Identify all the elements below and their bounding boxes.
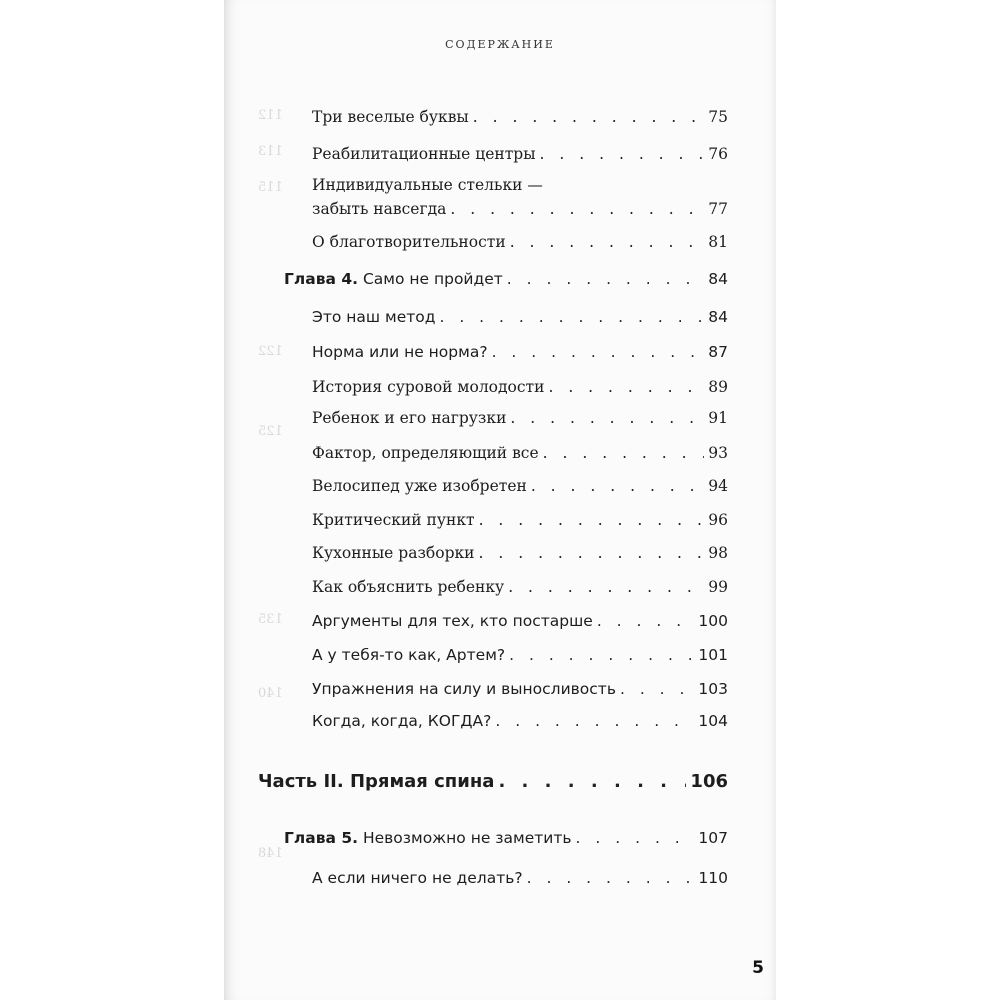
bleed-through-mark: 115 (258, 180, 283, 195)
toc-page: 94 (708, 477, 728, 495)
toc-title: Три веселые буквы (312, 108, 469, 126)
leader-dots (510, 407, 704, 429)
toc-page: 101 (698, 646, 728, 664)
toc-entry[interactable] (312, 475, 728, 497)
toc-entry[interactable] (312, 306, 728, 328)
toc-entry[interactable] (312, 644, 728, 666)
bleed-through-mark: 140 (258, 686, 283, 701)
leader-dots (510, 231, 705, 253)
toc-entry[interactable] (312, 542, 728, 564)
bleed-through-mark: 122 (258, 344, 283, 359)
toc-title: Аргументы для тех, кто постарше (312, 612, 593, 630)
toc-page: 77 (708, 200, 728, 218)
leader-dots (479, 509, 705, 531)
toc-title: Само не пройдет (358, 270, 503, 288)
toc-entry[interactable] (312, 143, 728, 165)
leader-dots (576, 827, 695, 849)
toc-page: 98 (708, 544, 728, 562)
toc-page: 93 (708, 444, 728, 462)
toc-page: 100 (698, 612, 728, 630)
toc-page: 91 (708, 409, 728, 427)
leader-dots (548, 376, 704, 398)
toc-title-line2: забыть навсегда (312, 200, 447, 218)
leader-dots (450, 198, 704, 220)
toc-title: Кухонные разборки (312, 544, 475, 562)
leader-dots (531, 475, 704, 497)
toc-entry[interactable] (312, 509, 728, 531)
chapter-prefix: Глава 4. (284, 270, 359, 288)
leader-dots (479, 542, 705, 564)
leader-dots (527, 867, 695, 889)
leader-dots (473, 106, 705, 128)
leader-dots (508, 576, 704, 598)
leader-dots (543, 442, 705, 464)
leader-dots (597, 610, 695, 632)
toc-entry[interactable] (312, 341, 728, 363)
toc-page: 76 (708, 145, 728, 163)
toc-title: А если ничего не делать? (312, 869, 523, 887)
bleed-through-mark: 113 (258, 144, 283, 159)
toc-page: 84 (708, 270, 728, 288)
toc-chapter-entry[interactable] (284, 827, 728, 849)
toc-entry[interactable] (312, 710, 728, 732)
toc-title: Реабилитационные центры (312, 145, 536, 163)
leader-dots (492, 341, 705, 363)
leader-dots (439, 306, 704, 328)
running-head: СОДЕРЖАНИЕ (445, 38, 555, 51)
toc-title: Невозможно не заметить (358, 829, 572, 847)
toc-entry[interactable] (312, 198, 728, 220)
toc-title: Когда, когда, КОГДА? (312, 712, 492, 730)
toc-title: Фактор, определяющий все (312, 444, 539, 462)
toc-title: А у тебя-то как, Артем? (312, 646, 506, 664)
toc-entry[interactable] (312, 576, 728, 598)
toc-page: 99 (708, 578, 728, 596)
leader-dots (540, 143, 705, 165)
toc-page: 107 (698, 829, 728, 847)
toc-page: 84 (708, 308, 728, 326)
toc-page: 75 (708, 108, 728, 126)
bleed-through-mark: 148 (258, 846, 283, 861)
toc-title: О благотворительности (312, 233, 506, 251)
toc-chapter-entry[interactable] (284, 268, 728, 290)
toc-title-line1: Индивидуальные стельки — (312, 176, 543, 194)
toc-title: Велосипед уже изобретен (312, 477, 527, 495)
toc-title: История суровой молодости (312, 378, 545, 396)
toc-page: 87 (708, 343, 728, 361)
leader-dots (498, 771, 686, 793)
leader-dots (620, 678, 694, 700)
leader-dots (509, 644, 694, 666)
toc-entry[interactable] (312, 376, 728, 398)
toc-page: 104 (698, 712, 728, 730)
leader-dots (507, 268, 704, 290)
bleed-through-mark: 125 (258, 424, 283, 439)
toc-page: 81 (708, 233, 728, 251)
toc-title: Часть II. Прямая спина (258, 771, 495, 792)
toc-entry[interactable] (312, 867, 728, 889)
toc-entry[interactable] (312, 442, 728, 464)
toc-title: Критический пункт (312, 511, 475, 529)
page-number: 5 (752, 958, 764, 978)
toc-entry[interactable] (312, 106, 728, 128)
toc-entry[interactable] (312, 678, 728, 700)
bleed-through-mark: 112 (258, 108, 283, 123)
bleed-through-mark: 135 (258, 612, 283, 627)
toc-entry[interactable] (312, 407, 728, 429)
toc-title: Норма или не норма? (312, 343, 488, 361)
toc-title: Это наш метод (312, 308, 436, 326)
toc-title: Упражнения на силу и выносливость (312, 680, 616, 698)
chapter-prefix: Глава 5. (284, 829, 359, 847)
toc-title: Как объяснить ребенку (312, 578, 505, 596)
toc-page: 110 (698, 869, 728, 887)
toc-page: 103 (698, 680, 728, 698)
toc-page: 89 (708, 378, 728, 396)
toc-page: 96 (708, 511, 728, 529)
toc-entry[interactable] (312, 231, 728, 253)
toc-entry[interactable] (312, 610, 728, 632)
toc-page: 106 (690, 771, 728, 792)
leader-dots (495, 710, 694, 732)
toc-title: Ребенок и его нагрузки (312, 409, 507, 427)
toc-part-entry[interactable] (258, 771, 728, 793)
